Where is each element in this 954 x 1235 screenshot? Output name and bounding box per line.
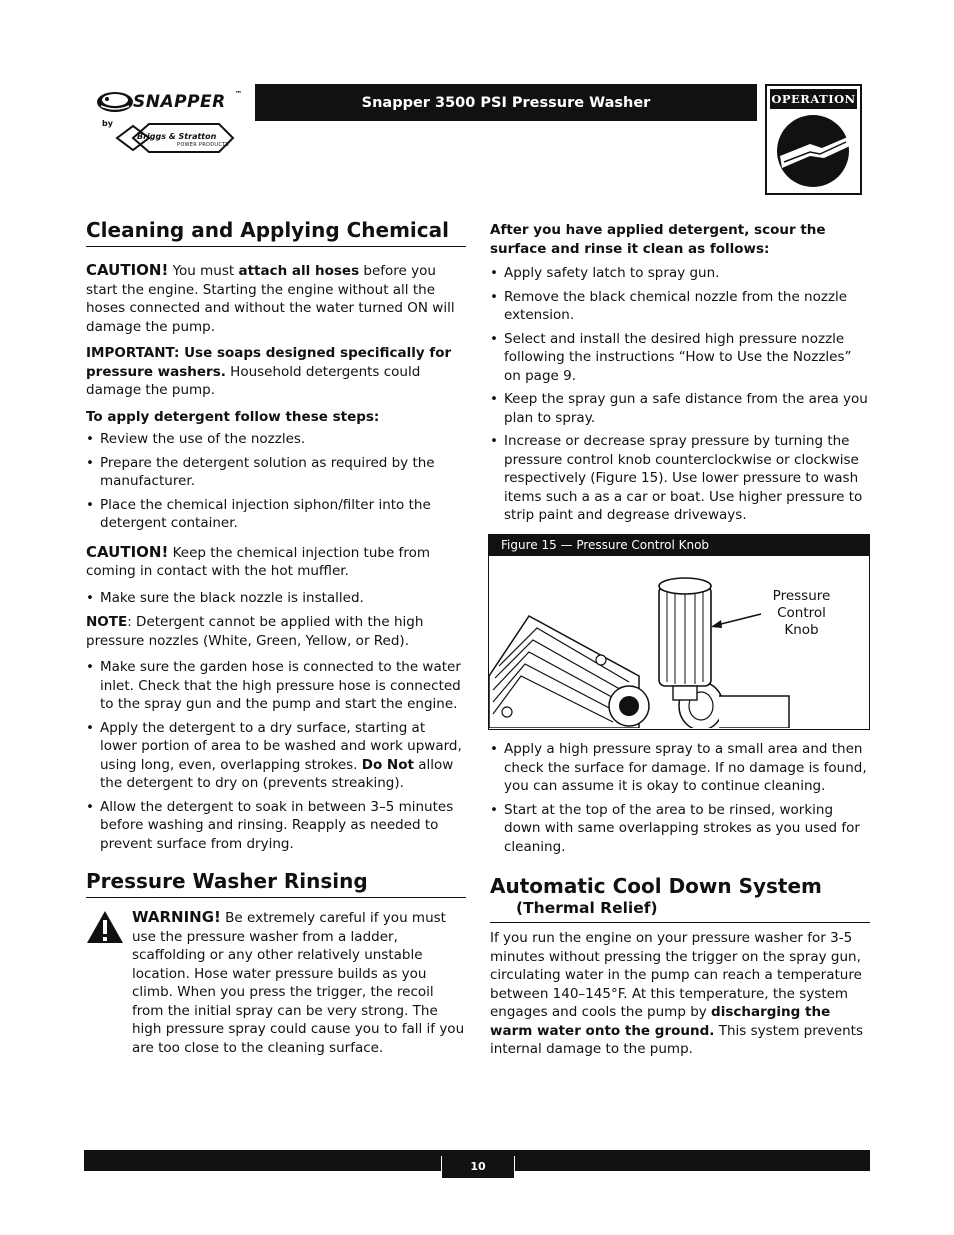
list-item: • Apply safety latch to spray gun. bbox=[490, 264, 870, 283]
heading-rule bbox=[490, 918, 870, 923]
warning-triangle-icon bbox=[86, 910, 124, 944]
application-steps bbox=[86, 658, 466, 853]
rinse-steps-continued bbox=[490, 740, 870, 856]
list-item: • Increase or decrease spray pressure by turning the pressure control knob counterclockwise or clockwise respectively (Figure 15). Use lower pressure to wash items such a as a car or boat. Use higher pressure to strip paint and degrease driveways. bbox=[490, 432, 870, 525]
list-item: • Remove the black chemical nozzle from the nozzle extension. bbox=[490, 288, 870, 325]
note-nozzles: NOTE: Detergent cannot be applied with the high pressure nozzles (White, Green, Yellow, or Red). bbox=[86, 614, 424, 649]
caution-hoses: CAUTION! You must attach all hoses before you start the engine. Starting the engine without all the hoses connected and without the water turned ON will damage the pump. bbox=[86, 261, 455, 335]
right-column-top bbox=[490, 221, 870, 531]
rinse-steps bbox=[490, 264, 870, 525]
left-column bbox=[86, 218, 466, 1057]
right-column-bottom bbox=[490, 740, 870, 1067]
rinse-intro: After you have applied detergent, scour the surface and rinse it clean as follows: bbox=[490, 222, 826, 257]
snapper-turtle-icon bbox=[95, 88, 135, 114]
heading-rinsing: Pressure Washer Rinsing bbox=[86, 869, 466, 898]
brand-by: by bbox=[102, 119, 113, 128]
figure-label: Pressure Control Knob bbox=[772, 588, 831, 638]
list-item: • Start at the top of the area to be rinsed, working down with same overlapping strokes as you used for cleaning. bbox=[490, 801, 870, 857]
list-item: • Apply the detergent to a dry surface, starting at lower portion of area to be washed and work upward, using long, even, overlapping strokes. Do Not allow the detergent to dry on (prevents streaking). bbox=[86, 719, 466, 793]
brand-logo bbox=[95, 88, 255, 158]
list-item: • Make sure the garden hose is connected to the water inlet. Check that the high pressure hose is connected to the spray gun and the pump and start the engine. bbox=[86, 658, 466, 714]
cooldown-text: If you run the engine on your pressure washer for 3-5 minutes without pressing the trigger on the spray gun, circulating water in the pump can reach a temperature between 140–145°F. At this temperature, the system engages and cools the pump by discharging the warm water onto the ground. This system prevents internal damage to the pump. bbox=[490, 930, 863, 1057]
section-tab-label: OPERATION bbox=[770, 89, 857, 109]
list-item: • Place the chemical injection siphon/filter into the detergent container. bbox=[86, 496, 466, 533]
nozzle-step bbox=[86, 589, 466, 608]
document-title-bar bbox=[255, 84, 757, 121]
subheading-thermal: (Thermal Relief) bbox=[516, 899, 658, 917]
list-item: • Select and install the desired high pressure nozzle following the instructions “How to Use the Nozzles” on page 9. bbox=[490, 330, 870, 386]
heading-cleaning: Cleaning and Applying Chemical bbox=[86, 218, 466, 247]
heading-cooldown: Automatic Cool Down System bbox=[490, 874, 822, 898]
pressure-knob-illustration bbox=[489, 556, 868, 728]
operation-hands-icon bbox=[770, 112, 857, 190]
figure-pressure-knob bbox=[488, 534, 870, 730]
list-item: • Allow the detergent to soak in between 3–5 minutes before washing and rinsing. Reapply as needed to prevent surface from drying. bbox=[86, 798, 466, 854]
list-item: • Apply a high pressure spray to a small area and then check the surface for damage. If no damage is found, you can assume it is okay to continue cleaning. bbox=[490, 740, 870, 796]
list-item: • Prepare the detergent solution as required by the manufacturer. bbox=[86, 454, 466, 491]
warning-ladder: WARNING! Be extremely careful if you must use the pressure washer from a ladder, scaffolding or any other relatively unstable location. Hose water pressure builds as you climb. When you press the trigger, the recoil from the initial spray can be very strong. The high pressure spray could cause you to fall if you are too close to the cleaning surface. bbox=[86, 908, 466, 1057]
list-item: • Keep the spray gun a safe distance from the area you plan to spray. bbox=[490, 390, 870, 427]
figure-caption: Figure 15 — Pressure Control Knob bbox=[489, 535, 869, 556]
list-item: • Review the use of the nozzles. bbox=[86, 430, 466, 449]
document-title: Snapper 3500 PSI Pressure Washer bbox=[361, 94, 651, 111]
detergent-steps bbox=[86, 430, 466, 533]
partner-name: Briggs & Stratton bbox=[137, 132, 217, 141]
steps-heading: To apply detergent follow these steps: bbox=[86, 408, 380, 425]
brand-trademark: ™ bbox=[235, 90, 242, 98]
section-tab bbox=[765, 84, 862, 195]
partner-subtitle: POWER PRODUCTS bbox=[177, 142, 229, 148]
brand-name: SNAPPER bbox=[133, 92, 226, 112]
list-item: • Make sure the black nozzle is installed. bbox=[86, 589, 466, 608]
caution-muffler: CAUTION! Keep the chemical injection tube from coming in contact with the hot muffler. bbox=[86, 542, 430, 579]
page-number: 10 bbox=[441, 1156, 515, 1179]
important-soaps: IMPORTANT: Use soaps designed specifically for pressure washers. Household detergents could damage the pump. bbox=[86, 345, 452, 398]
